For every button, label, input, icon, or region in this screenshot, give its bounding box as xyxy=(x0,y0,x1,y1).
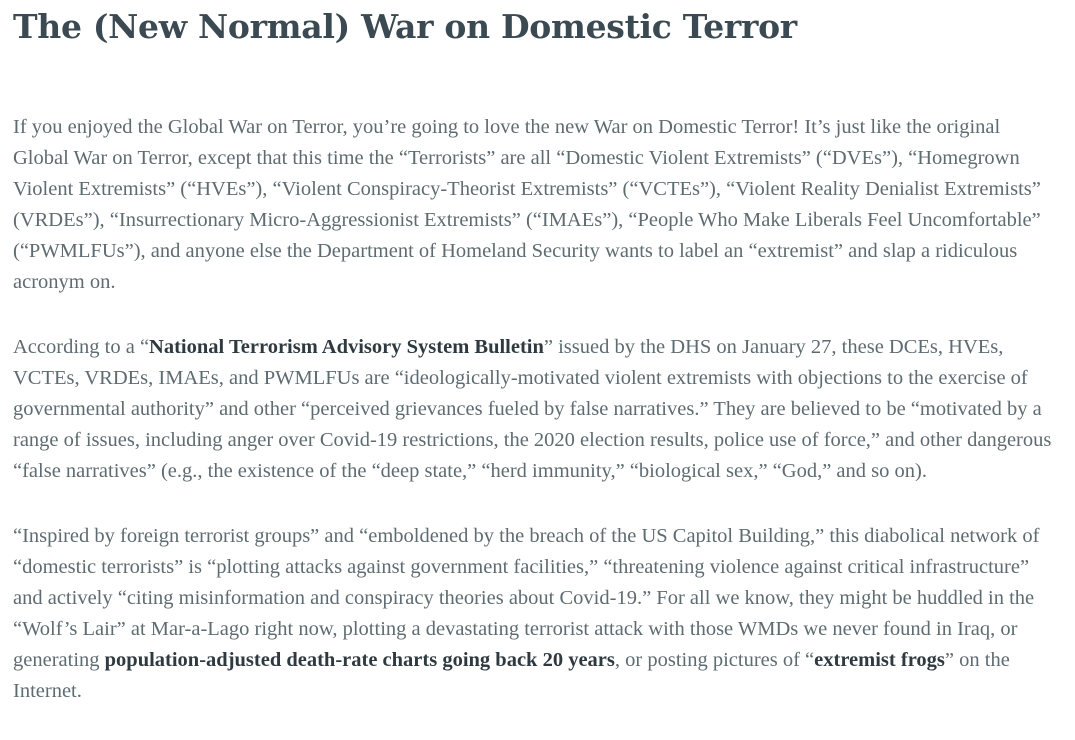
paragraph-text: ” on the Internet. xyxy=(13,649,1010,702)
paragraph-text: ” issued by the DHS on January 27, these DCEs, HVEs, VCTEs, VRDEs, IMAEs, and PWMLFUs are “ideologically-motivated violent extremists with objections to the exercise of governmental authority” and other “perceived grievances fueled by false narratives.” They are believed to be “motivated by a range of issues, including anger over Covid-19 restrictions, the 2020 election results, police use of force,” and other dangerous “false narratives” (e.g., the existence of the “deep state,” “herd immunity,” “biological sex,” “God,” and so on). xyxy=(13,336,1052,482)
death-rate-charts-link[interactable]: population-adjusted death-rate charts going back 20 years xyxy=(104,649,615,671)
bulletin-link[interactable]: National Terrorism Advisory System Bulletin xyxy=(149,336,544,358)
article xyxy=(13,0,1058,707)
paragraph-bulletin xyxy=(13,332,1058,487)
paragraph-inspired xyxy=(13,521,1058,707)
paragraph-intro: If you enjoyed the Global War on Terror, you’re going to love the new War on Domestic Terror! It’s just like the original Global War on Terror, except that this time the “Terrorists” are all “Domestic Violent Extremists” (“DVEs”), “Homegrown Violent Extremists” (“HVEs”), “Violent Conspiracy-Theorist Extremists” (“VCTEs”), “Violent Reality Denialist Extremists” (VRDEs”), “Insurrectionary Micro-Aggressionist Extremists” (“IMAEs”), “People Who Make Liberals Feel Uncomfortable” (“PWMLFUs”), and anyone else the Department of Homeland Security wants to label an “extremist” and slap a ridiculous acronym on. xyxy=(13,116,1041,293)
extremist-frogs-link[interactable]: extremist frogs xyxy=(814,649,945,671)
article-title: The (New Normal) War on Domestic Terror xyxy=(13,7,797,46)
paragraph-text: According to a “ xyxy=(13,336,150,358)
paragraph-text: “Inspired by foreign terrorist groups” and “emboldened by the breach of the US Capitol Building,” this diabolical network of “domestic terrorists” is “plotting attacks against government facilities,” “threatening violence against critical infrastructure” and actively “citing misinformation and conspiracy theories about Covid-19.” For all we know, they might be huddled in the “Wolf’s Lair” at Mar-a-Lago right now, plotting a devastating terrorist attack with those WMDs we never found in Iraq, or generating xyxy=(13,525,1040,671)
paragraph-text: , or posting pictures of “ xyxy=(614,649,815,671)
